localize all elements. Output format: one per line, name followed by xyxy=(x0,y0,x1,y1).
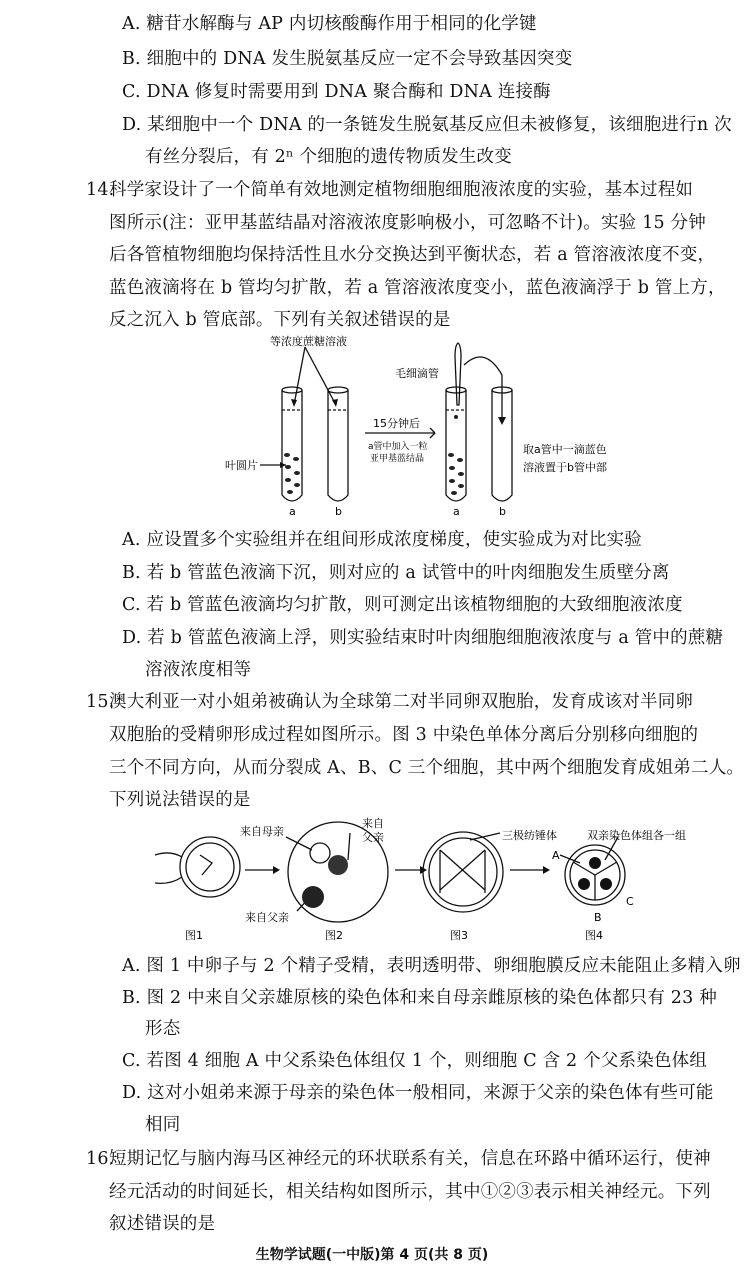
cell-b-label: B xyxy=(594,911,602,924)
q16-number: 16. xyxy=(86,1149,115,1169)
sucrose-solution-label: 等浓度蔗糖溶液 xyxy=(270,335,347,348)
q15-stem-line: 三个不同方向，从而分裂成 A、B、C 三个细胞，其中两个细胞发育成姐弟二人。 xyxy=(109,758,744,778)
q13-option-d-cont: 有丝分裂后，有 2ⁿ 个细胞的遗传物质发生改变 xyxy=(145,147,512,167)
q16-stem-line: 叙述错误的是 xyxy=(109,1214,216,1234)
fig1-label: 图1 xyxy=(185,929,203,942)
q14-option-d: D. 若 b 管蓝色液滴上浮，则实验结束时叶肉细胞细胞液浓度与 a 管中的蔗糖 xyxy=(122,628,724,648)
take-drop-label-2: 溶液置于b管中部 xyxy=(523,461,607,474)
add-crystal-label-1: a管中加入一粒 xyxy=(368,442,428,452)
q14-option-a: A. 应设置多个实验组并在组间形成浓度梯度，使实验成为对比实验 xyxy=(122,530,642,550)
q14-option-d-cont: 溶液浓度相等 xyxy=(145,660,252,680)
q15-number: 15. xyxy=(86,692,115,712)
q14-stem-line: 后各管植物细胞均保持活性且水分交换达到平衡状态，若 a 管溶液浓度不变， xyxy=(109,245,716,265)
q14-experiment-figure xyxy=(210,335,670,520)
q15-stem-line: 双胞胎的受精卵形成过程如图所示。图 3 中染色单体分离后分别移向细胞的 xyxy=(109,725,699,745)
q15-option-d-cont: 相同 xyxy=(145,1115,181,1135)
q14-stem-line: 科学家设计了一个简单有效地测定植物细胞细胞液浓度的实验，基本过程如 xyxy=(109,180,694,200)
q15-stem-line: 澳大利亚一对小姐弟被确认为全球第二对半同卵双胞胎，发育成该对半同卵 xyxy=(109,692,694,712)
page-footer: 生物学试题(一中版)第 4 页(共 8 页) xyxy=(255,1247,489,1263)
capillary-dropper-label: 毛细滴管 xyxy=(395,367,439,380)
fig4-label: 图4 xyxy=(585,929,603,942)
q16-stem-line: 经元活动的时间延长，相关结构如图所示，其中①②③表示相关神经元。下列 xyxy=(109,1182,711,1202)
q15-option-d: D. 这对小姐弟来源于母亲的染色体一般相同，来源于父亲的染色体有些可能 xyxy=(122,1083,714,1103)
from-father-top-label-2: 父亲 xyxy=(362,831,384,844)
q14-option-c: C. 若 b 管蓝色液滴均匀扩散，则可测定出该植物细胞的大致细胞液浓度 xyxy=(122,595,683,615)
take-drop-label-1: 取a管中一滴蓝色 xyxy=(523,443,607,456)
q15-option-b: B. 图 2 中来自父亲雄原核的染色体和来自母亲雌原核的染色体都只有 23 种 xyxy=(122,988,717,1008)
chromosome-sets-label: 双亲染色体组各一组 xyxy=(587,829,686,842)
q14-number: 14. xyxy=(86,180,115,200)
from-father-bottom-label: 来自父亲 xyxy=(245,911,289,924)
q15-stem-line: 下列说法错误的是 xyxy=(109,790,251,810)
q13-option-c: C. DNA 修复时需要用到 DNA 聚合酶和 DNA 连接酶 xyxy=(122,82,551,102)
q15-option-b-cont: 形态 xyxy=(145,1019,181,1039)
tube-b-label: b xyxy=(499,505,506,518)
q15-option-a: A. 图 1 中卵子与 2 个精子受精，表明透明带、卵细胞膜反应未能阻止多精入卵 xyxy=(122,956,741,976)
add-crystal-label-2: 亚甲基蓝结晶 xyxy=(370,454,425,464)
q16-stem-line: 短期记忆与脑内海马区神经元的环状联系有关，信息在环路中循环运行，使神 xyxy=(109,1149,711,1169)
cell-a-label: A xyxy=(552,849,560,862)
q14-stem-line: 反之沉入 b 管底部。下列有关叙述错误的是 xyxy=(109,310,451,330)
q15-fertilization-figure xyxy=(140,815,686,950)
tube-a-label: a xyxy=(289,505,296,518)
leaf-disc-label: 叶圆片 xyxy=(225,459,258,472)
q14-stem-line: 蓝色液滴将在 b 管均匀扩散，若 a 管溶液浓度变小，蓝色液滴浮于 b 管上方， xyxy=(109,278,726,298)
from-mother-label: 来自母亲 xyxy=(240,825,284,838)
q13-option-d: D. 某细胞中一个 DNA 的一条链发生脱氨基反应但未被修复，该细胞进行n 次 xyxy=(122,115,732,135)
fig3-label: 图3 xyxy=(450,929,468,942)
q14-stem-line: 图所示(注：亚甲基蓝结晶对溶液浓度影响极小，可忽略不计)。实验 15 分钟 xyxy=(109,213,706,233)
q15-option-c: C. 若图 4 细胞 A 中父系染色体组仅 1 个，则细胞 C 含 2 个父系染色体组 xyxy=(122,1051,708,1071)
cell-c-label: C xyxy=(626,895,634,908)
q13-option-b: B. 细胞中的 DNA 发生脱氨基反应一定不会导致基因突变 xyxy=(122,49,573,69)
from-father-top-label-1: 来自 xyxy=(362,817,384,830)
tripolar-spindle-label: 三极纺锤体 xyxy=(502,829,557,842)
q14-option-b: B. 若 b 管蓝色液滴下沉，则对应的 a 试管中的叶肉细胞发生质壁分离 xyxy=(122,563,670,583)
tube-a-label: a xyxy=(453,505,460,518)
fig2-label: 图2 xyxy=(325,929,343,942)
q13-option-a: A. 糖苷水解酶与 AP 内切核酸酶作用于相同的化学键 xyxy=(122,14,537,34)
tube-b-label: b xyxy=(335,505,342,518)
time-label: 15分钟后 xyxy=(373,417,420,430)
